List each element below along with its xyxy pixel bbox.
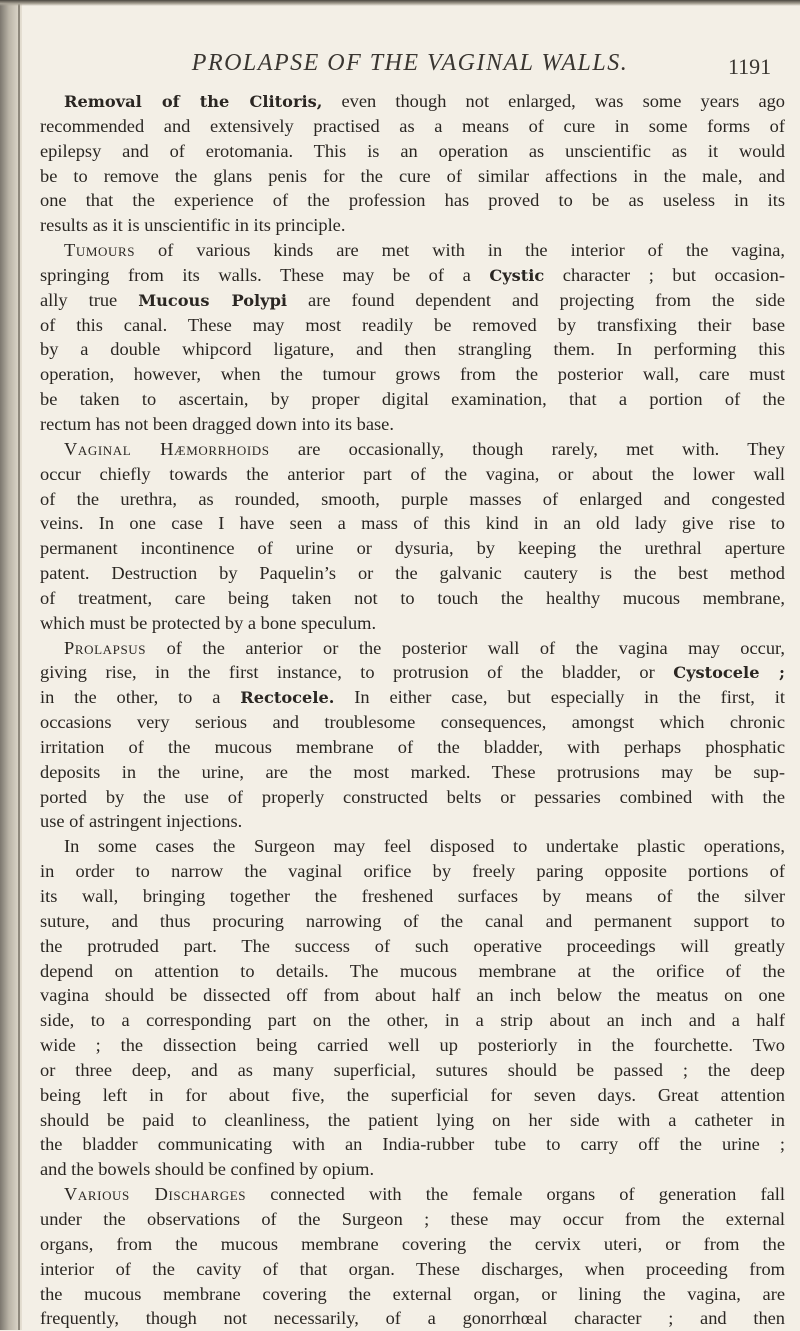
text-run: by a double whipcord ligature, and then strangling them. In performing this	[40, 339, 785, 360]
text-run: of this canal. These may most readily be removed by transfixing their base	[40, 314, 785, 335]
text-run: frequently, though not necessarily, of a gonorrhœal character ; and then	[40, 1308, 785, 1329]
text-line	[40, 809, 785, 834]
text-line	[40, 959, 785, 984]
text-run: recommended and extensively practised as a means of cure in some forms of	[40, 115, 785, 136]
text-run: ported by the use of properly constructed belts or pessaries combined with the	[40, 786, 785, 807]
text-run: irritation of the mucous membrane of the bladder, with perhaps phosphatic	[40, 736, 785, 757]
text-line	[40, 1132, 785, 1157]
text-run: being left in for about five, the superficial for seven days. Great attention	[40, 1084, 785, 1105]
text-run: In either case, but especially in the first, it	[334, 687, 785, 708]
text-line	[40, 536, 785, 561]
text-line	[40, 909, 785, 934]
text-run: suture, and thus procuring narrowing of the canal and permanent support to	[40, 910, 785, 931]
text-run: deposits in the urine, are the most marked. These protrusions may be sup-	[40, 761, 785, 782]
bold-term: Mucous Polypi	[138, 290, 288, 310]
text-line	[40, 487, 785, 512]
text-run: ally true	[40, 289, 139, 310]
text-run: patent. Destruction by Paquelin’s or the galvanic cautery is the best method	[40, 563, 785, 584]
text-line	[40, 611, 785, 636]
small-caps-heading: Vaginal Hæmorrhoids	[64, 438, 270, 459]
text-run: in order to narrow the vaginal orifice by freely paring opposite portions of	[40, 861, 785, 882]
text-line	[40, 164, 785, 189]
text-run: operation, however, when the tumour grows from the posterior wall, care must	[40, 364, 785, 385]
text-run: are occasionally, though rarely, met with. They	[269, 438, 785, 459]
bold-term: Rectocele.	[240, 688, 335, 708]
text-line	[40, 238, 785, 263]
small-caps-heading: Prolapsus	[64, 637, 147, 658]
text-line	[40, 1008, 785, 1033]
text-run: be to remove the glans penis for the cure of similar affections in the male, and	[40, 165, 785, 186]
text-line	[40, 735, 785, 760]
text-run: should be paid to cleanliness, the patient lying on her side with a catheter in	[40, 1109, 785, 1130]
text-run: results as it is unscientific in its principle.	[40, 215, 346, 236]
text-line	[40, 561, 785, 586]
text-line	[40, 834, 785, 859]
bold-term: Cystic	[489, 265, 545, 285]
bold-term: Cystocele ;	[673, 663, 785, 683]
text-run: one that the experience of the profession has proved to be as useless in its	[40, 190, 785, 211]
text-line	[40, 511, 785, 536]
text-run: or three deep, and as many superficial, sutures should be passed ; the deep	[40, 1059, 785, 1080]
text-line	[40, 1232, 785, 1257]
text-line	[40, 362, 785, 387]
text-line	[40, 1182, 785, 1207]
text-run: in the other, to a	[40, 687, 241, 708]
text-line	[40, 139, 785, 164]
text-run: interior of the cavity of that organ. These discharges, when proceeding from	[40, 1258, 785, 1279]
text-line	[40, 760, 785, 785]
text-run: are found dependent and projecting from the side	[287, 289, 786, 310]
text-line	[40, 884, 785, 909]
text-line	[40, 1157, 785, 1182]
text-run: character ; but occasion-	[544, 264, 785, 285]
text-line	[40, 437, 785, 462]
text-line	[40, 1257, 785, 1282]
text-run: its wall, bringing together the freshened surfaces by means of the silver	[40, 886, 785, 906]
text-line	[40, 263, 785, 288]
text-line	[40, 313, 785, 338]
text-line	[40, 288, 785, 313]
text-line	[40, 859, 785, 884]
text-run: occasions very serious and troublesome consequences, amongst which chronic	[40, 712, 785, 733]
text-run: veins. In one case I have seen a mass of this kind in an old lady give rise to	[40, 513, 785, 534]
text-line	[40, 1207, 785, 1232]
text-line	[40, 387, 785, 412]
text-run: and the bowels should be confined by opium.	[40, 1159, 375, 1180]
small-caps-heading: Tumours	[64, 240, 136, 261]
text-line	[40, 89, 785, 114]
text-line	[40, 586, 785, 611]
text-run: giving rise, in the first instance, to protrusion of the bladder, or	[40, 662, 674, 683]
text-line	[40, 983, 785, 1008]
text-line	[40, 710, 785, 735]
text-run: wide ; the dissection being carried well up posteriorly in the fourchette. Two	[40, 1035, 785, 1056]
text-line	[40, 636, 785, 661]
text-run: depend on attention to details. The mucous membrane at the orifice of the	[40, 960, 785, 981]
text-line	[40, 412, 785, 437]
text-line	[40, 1108, 785, 1133]
page-top-edge	[0, 0, 800, 6]
text-line	[40, 462, 785, 487]
text-run: organs, from the mucous membrane covering the cervix uteri, or from the	[40, 1233, 785, 1254]
text-line	[40, 337, 785, 362]
text-run: under the observations of the Surgeon ; these may occur from the external	[40, 1208, 785, 1229]
small-caps-heading: Various Discharges	[64, 1184, 247, 1205]
text-run: the protruded part. The success of such operative proceedings will greatly	[40, 935, 785, 956]
text-line	[40, 934, 785, 959]
text-run: of various kinds are met with in the interior of the vagina,	[135, 240, 785, 261]
text-run: even though not enlarged, was some years ago	[322, 91, 785, 111]
text-line	[40, 1033, 785, 1058]
text-run: of the urethra, as rounded, smooth, purple masses of enlarged and congested	[40, 488, 785, 509]
text-run: of the anterior or the posterior wall of the vagina may occur,	[146, 637, 785, 658]
text-run: use of astringent injections.	[40, 811, 243, 832]
text-line	[40, 1083, 785, 1108]
text-line	[40, 785, 785, 810]
text-line	[40, 1306, 785, 1331]
text-run: vagina should be dissected off from about half an inch below the meatus on one	[40, 985, 785, 1006]
body-text	[40, 89, 785, 1331]
text-line	[40, 685, 785, 710]
text-line	[40, 1058, 785, 1083]
text-run: occur chiefly towards the anterior part of the vagina, or about the lower wall	[40, 463, 785, 484]
text-run: springing from its walls. These may be of a	[40, 264, 490, 285]
text-run: connected with the female organs of generation fall	[246, 1184, 785, 1205]
text-run: side, to a corresponding part on the other, in a strip about an inch and a half	[40, 1010, 785, 1031]
text-run: epilepsy and of erotomania. This is an operation as unscientific as it would	[40, 140, 785, 161]
text-line	[40, 114, 785, 139]
text-run: of treatment, care being taken not to touch the healthy mucous membrane,	[40, 587, 785, 608]
text-line	[40, 188, 785, 213]
running-head: PROLAPSE OF THE VAGINAL WALLS.	[191, 50, 629, 76]
text-line	[40, 660, 785, 685]
text-run: permanent incontinence of urine or dysuria, by keeping the urethral aperture	[40, 538, 785, 559]
binding-edge-line	[18, 0, 20, 1330]
text-run: In some cases the Surgeon may feel disposed to undertake plastic operations,	[64, 836, 785, 857]
text-run: the mucous membrane covering the external organ, or lining the vagina, are	[40, 1283, 785, 1304]
text-run: which must be protected by a bone speculum.	[40, 612, 377, 633]
text-run: the bladder communicating with an India-rubber tube to carry off the urine ;	[40, 1134, 785, 1155]
bold-term: Removal of the Clitoris,	[64, 92, 323, 111]
text-line	[40, 213, 785, 238]
page-number: 1191	[728, 54, 772, 79]
text-run: rectum has not been dragged down into its base.	[40, 413, 394, 434]
text-run: be taken to ascertain, by proper digital examination, that a portion of the	[40, 389, 785, 410]
text-line	[40, 1282, 785, 1307]
